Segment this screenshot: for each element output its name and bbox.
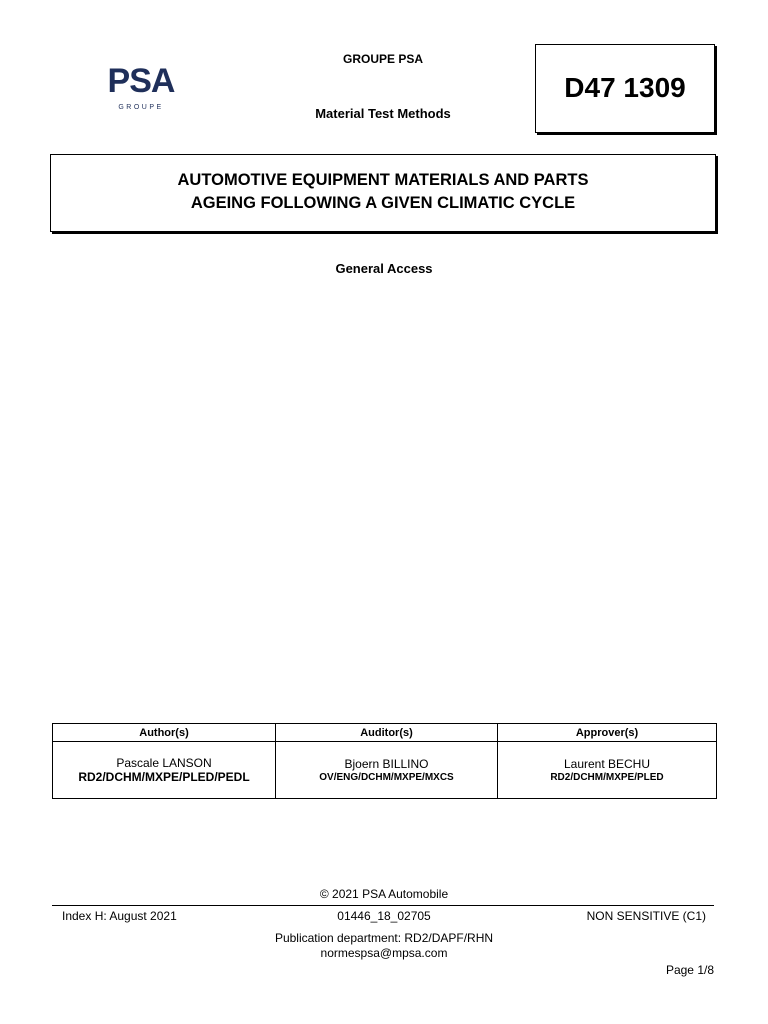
signatories-row [53, 742, 717, 799]
title-line-1: AUTOMOTIVE EQUIPMENT MATERIALS AND PARTS [177, 171, 589, 189]
document-number-box [535, 44, 715, 133]
author-name: Pascale LANSON [116, 755, 212, 770]
psa-logo [96, 64, 186, 116]
copyright: © 2021 PSA Automobile [319, 887, 449, 901]
sensitivity-label: NON SENSITIVE (C1) [586, 909, 706, 923]
footer-divider [52, 905, 714, 906]
publication-department: Publication department: RD2/DAPF/RHN [274, 931, 494, 945]
author-department: RD2/DCHM/MXPE/PLED/PEDL [78, 769, 250, 784]
header-auditors: Auditor(s) [276, 724, 498, 742]
approver-cell [498, 742, 717, 799]
document-category: Material Test Methods [315, 106, 451, 121]
header-approvers: Approver(s) [498, 724, 717, 742]
logo-subtitle: GROUPE [118, 104, 164, 111]
index-date: Index H: August 2021 [62, 909, 177, 923]
approver-name: Laurent BECHU [563, 756, 651, 771]
access-level: General Access [335, 261, 433, 276]
auditor-name: Bjoern BILLINO [344, 756, 429, 771]
approver-department: RD2/DCHM/MXPE/PLED [550, 771, 664, 783]
document-code: 01446_18_02705 [337, 909, 431, 923]
auditor-cell [276, 742, 498, 799]
logo-wordmark: PSA [107, 62, 175, 100]
title-box [50, 154, 716, 232]
publication-info [184, 931, 584, 961]
signatories-header-row [53, 724, 717, 742]
header-authors: Author(s) [53, 724, 276, 742]
title-line-2: AGEING FOLLOWING A GIVEN CLIMATIC CYCLE [190, 194, 576, 212]
contact-email[interactable]: normespsa@mpsa.com [320, 946, 448, 960]
page-number: Page 1/8 [665, 963, 714, 977]
organization-name: GROUPE PSA [342, 52, 423, 66]
document-number: D47 1309 [564, 72, 686, 103]
auditor-department: OV/ENG/DCHM/MXPE/MXCS [319, 771, 454, 783]
author-cell [53, 742, 276, 799]
signatories-table [52, 723, 717, 799]
